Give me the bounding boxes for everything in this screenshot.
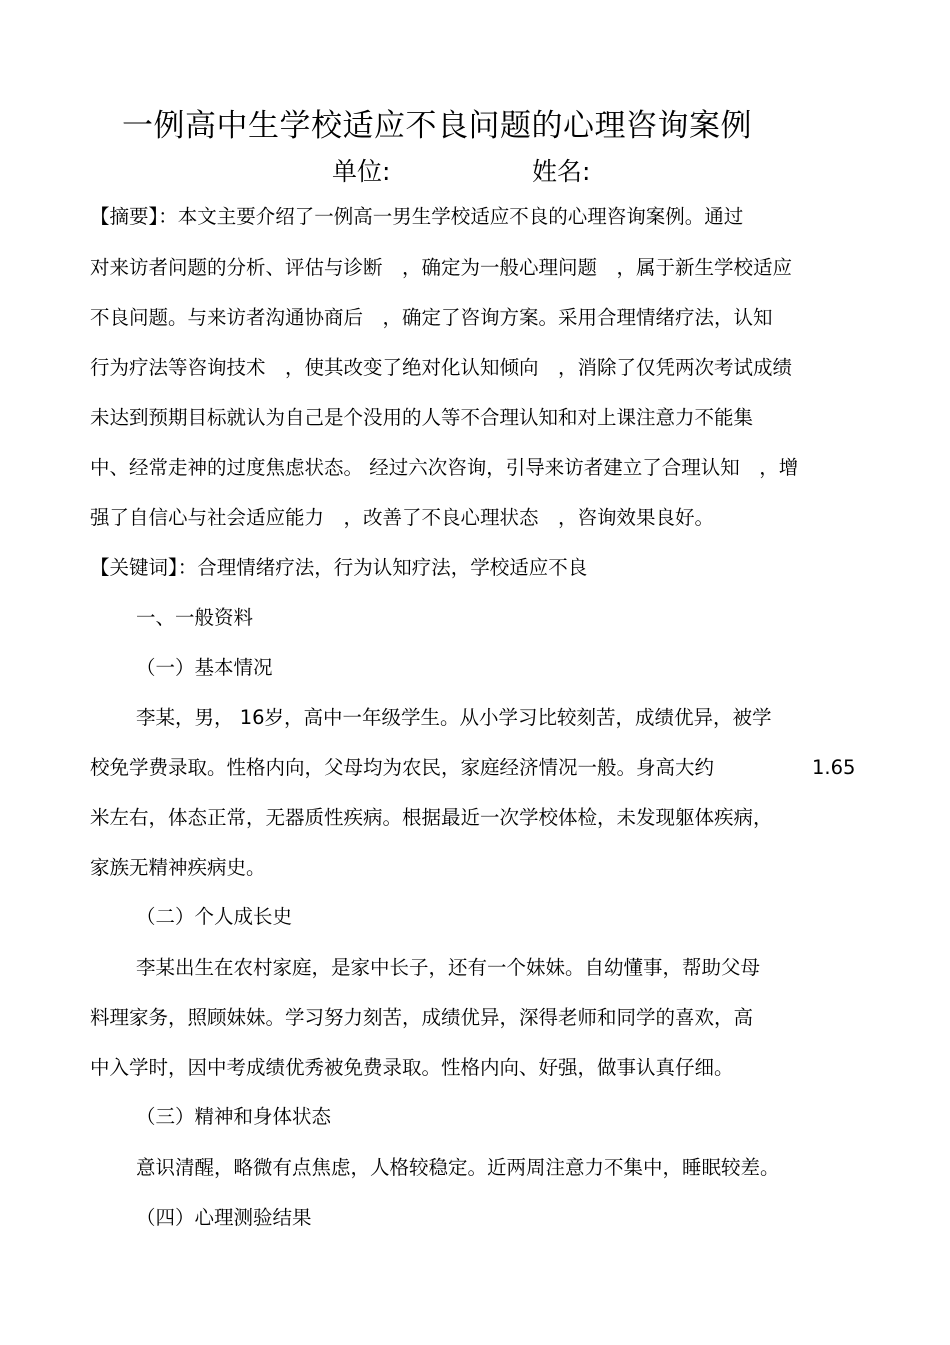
abstract-line: 行为疗法等咨询技术 ，使其改变了绝对化认知倾向 ，消除了仅凭两次考试成绩 (90, 356, 793, 379)
subsection-heading: （二）个人成长史 (136, 905, 293, 928)
section-heading: 一、一般资料 (136, 606, 254, 629)
body-line: 校免学费录取。性格内向，父母均为农民，家庭经济情况一般。身高大约 (90, 756, 715, 779)
body-line: 家族无精神疾病史。 (90, 856, 266, 879)
abstract-line: 对来访者问题的分析、评估与诊断 ，确定为一般心理问题 ，属于新生学校适应 (90, 256, 793, 279)
subsection-heading: （三）精神和身体状态 (136, 1105, 332, 1128)
subsection-heading: （一）基本情况 (136, 656, 273, 679)
body-line: 米左右，体态正常，无器质性疾病。根据最近一次学校体检，未发现躯体疾病， (90, 806, 773, 829)
abstract-line: 【摘要】：本文主要介绍了一例高一男生学校适应不良的心理咨询案例。通过 (90, 205, 744, 228)
abstract-line: 强了自信心与社会适应能力 ，改善了不良心理状态 ，咨询效果良好。 (90, 506, 715, 529)
abstract-line: 不良问题。与来访者沟通协商后 ，确定了咨询方案。采用合理情绪疗法，认知 (90, 306, 773, 329)
name-label: 姓名: (532, 157, 591, 186)
document-title: 一例高中生学校适应不良问题的心理咨询案例 (122, 108, 752, 144)
keywords-line: 【关键词】：合理情绪疗法，行为认知疗法，学校适应不良 (90, 556, 588, 579)
abstract-line: 中、经常走神的过度焦虑状态。 经过六次咨询，引导来访者建立了合理认知 ，增 (90, 456, 799, 479)
abstract-line: 未达到预期目标就认为自己是个没用的人等不合理认知和对上课注意力不能集 (90, 406, 754, 429)
unit-label: 单位: (332, 157, 391, 186)
body-line: 李某，男， 16岁，高中一年级学生。从小学习比较刻苦，成绩优异，被学 (136, 706, 772, 729)
body-line: 中入学时，因中考成绩优秀被免费录取。性格内向、好强，做事认真仔细。 (90, 1056, 734, 1079)
body-line: 李某出生在农村家庭，是家中长子，还有一个妹妹。自幼懂事，帮助父母 (136, 956, 761, 979)
body-line: 意识清醒，略微有点焦虑，人格较稳定。近两周注意力不集中，睡眠较差。 (136, 1156, 780, 1179)
subsection-heading: （四）心理测验结果 (136, 1206, 312, 1229)
body-line: 料理家务，照顾妹妹。学习努力刻苦，成绩优异，深得老师和同学的喜欢，高 (90, 1006, 754, 1029)
height-value: 1.65 (812, 756, 856, 779)
